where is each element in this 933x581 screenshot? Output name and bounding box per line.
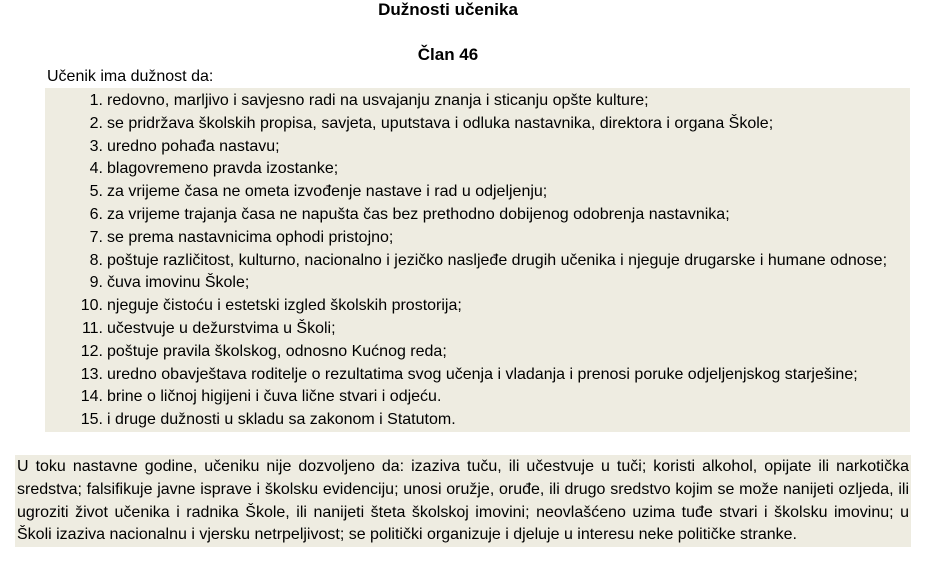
duty-item — [45, 318, 910, 341]
duty-item — [45, 341, 910, 364]
duty-item — [45, 158, 910, 181]
duty-item — [45, 90, 910, 113]
duty-number: 3. — [89, 137, 103, 155]
duty-number: 4. — [89, 160, 103, 178]
duty-number: 12. — [80, 342, 103, 360]
duty-number: 5. — [89, 183, 103, 201]
duty-number: 14. — [80, 388, 103, 406]
duty-text: i druge dužnosti u skladu sa zakonom i Statutom. — [107, 411, 456, 429]
duty-text: poštuje različitost, kulturno, nacionalno i jezičko nasljeđe drugih učenika i njeguje drugarske i humane odnose; — [107, 251, 888, 269]
duty-text: se pridržava školskih propisa, savjeta, uputstava i odluka nastavnika, direktora i organa Škole; — [107, 114, 774, 132]
duty-item — [45, 295, 910, 318]
duty-number: 15. — [80, 411, 103, 429]
duty-number: 7. — [89, 228, 103, 246]
duty-text: poštuje pravila školskog, odnosno Kućnog reda; — [107, 342, 447, 360]
duty-text: čuva imovinu Škole; — [107, 274, 250, 292]
duty-number: 1. — [89, 92, 103, 109]
duties-list — [45, 90, 910, 432]
duty-item — [45, 204, 910, 227]
duty-number: 9. — [89, 274, 103, 292]
prohibitions-highlight-block — [15, 455, 911, 547]
duty-text: za vrijeme trajanja časa ne napušta čas bez prethodno dobijenog odobrenja nastavnika; — [107, 205, 730, 223]
duty-item — [45, 250, 910, 273]
duty-number: 11. — [81, 319, 103, 337]
duty-item — [45, 113, 910, 136]
duty-text: učestvuje u dežurstvima u Školi; — [107, 319, 336, 337]
duty-item — [45, 386, 910, 409]
prohibitions-paragraph: U toku nastavne godine, učeniku nije dozvoljeno da: izaziva tuču, ili učestvuje u tuči; koristi alkohol, opijate ili narkotička sredstva; falsifikuje javne isprave i školsku evidenciju; unosi oružje, oruđe, ili drugo sredstvo kojim se može nanijeti ozljeda, ili ugroziti život učenika i radnika Škole, ili nanijeti šteta školskoj imovini; neovlašćeno uzima tuđe stvari i školsku imovinu; u Školi izaziva nacionalnu i vjersku netrpeljivost; se politički organizuje i djeluje u interesu neke političke stranke. — [17, 458, 909, 544]
duty-item — [45, 364, 910, 387]
duties-highlight-block — [45, 88, 910, 432]
duty-item — [45, 181, 910, 204]
duty-item — [45, 409, 910, 432]
duty-text: njeguje čistoću i estetski izgled školskih prostorija; — [107, 297, 462, 315]
duty-text: brine o ličnoj higijeni i čuva lične stvari i odjeću. — [107, 388, 442, 406]
duty-text: uredno pohađa nastavu; — [107, 137, 280, 155]
duty-text: uredno obavještava roditelje o rezultatima svog učenja i vladanja i prenosi poruke odjeljenjskog starješine; — [107, 365, 858, 383]
intro-text: Učenik ima dužnost da: — [47, 68, 214, 85]
duty-number: 13. — [80, 365, 103, 383]
duty-text: za vrijeme časa ne ometa izvođenje nastave i rad u odjeljenju; — [107, 183, 548, 201]
duty-number: 8. — [89, 251, 103, 269]
duty-item — [45, 272, 910, 295]
duty-text: blagovremeno pravda izostanke; — [107, 160, 339, 178]
duty-text: redovno, marljivo i savjesno radi na usvajanju znanja i sticanju opšte kulture; — [107, 92, 649, 109]
document-title: Dužnosti učenika — [378, 0, 518, 19]
duty-text: se prema nastavnicima ophodi pristojno; — [107, 228, 394, 246]
duty-number: 6. — [89, 205, 103, 223]
duty-item — [45, 227, 910, 250]
duty-number: 10. — [80, 297, 103, 315]
duty-item — [45, 136, 910, 159]
article-title: Član 46 — [417, 45, 479, 64]
duty-number: 2. — [89, 114, 103, 132]
